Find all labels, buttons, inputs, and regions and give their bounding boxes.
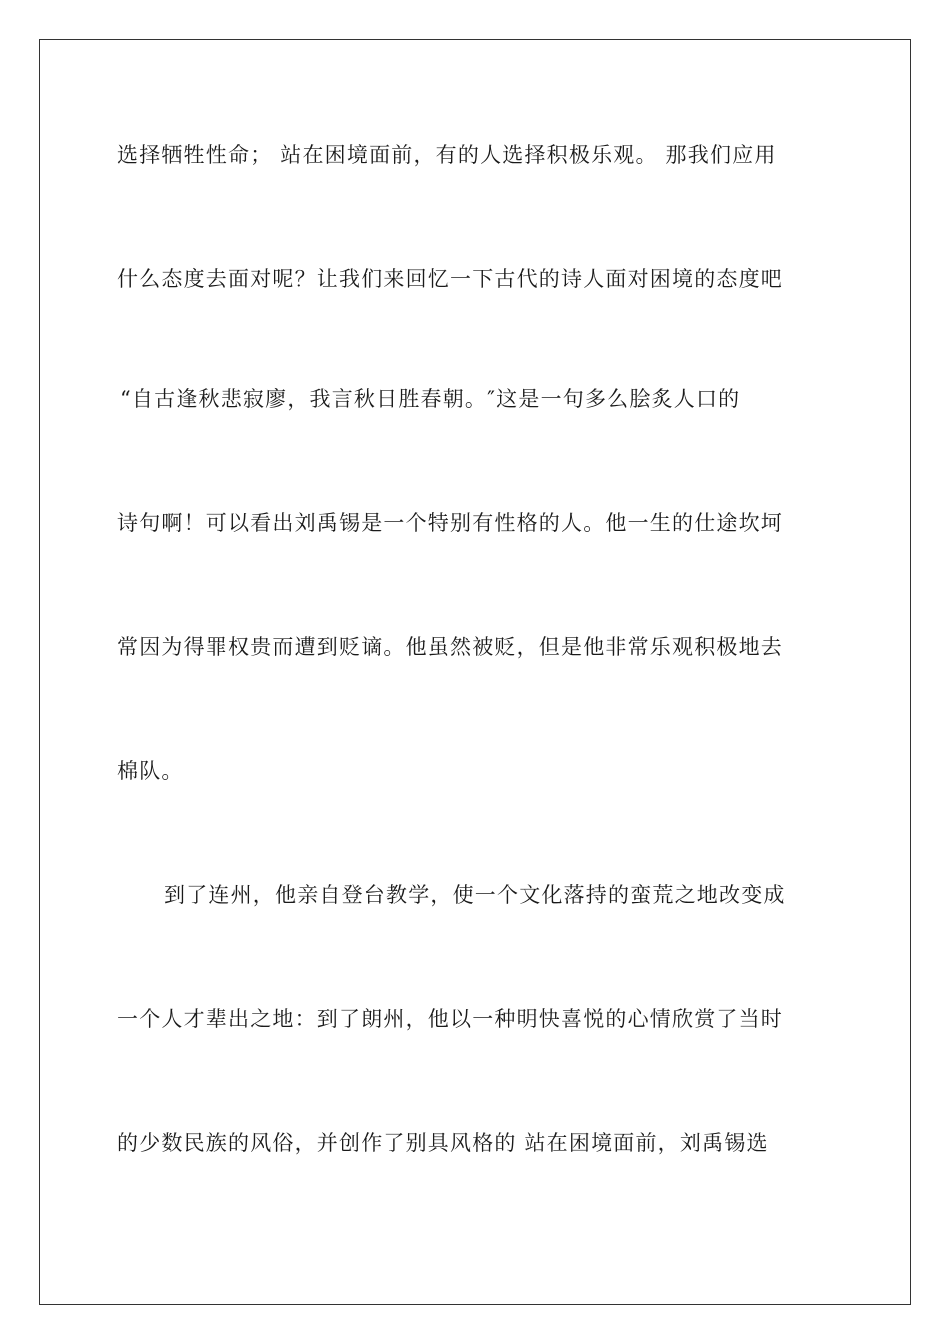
page-border — [39, 39, 911, 1305]
text-line-5: 常因为得罪权贵而遭到贬谪。他虽然被贬，但是他非常乐观积极地去 — [117, 635, 783, 659]
text-line-3: “自古逢秋悲寂廖，我言秋日胜春朝。″这是一句多么脍炙人口的 — [120, 387, 741, 411]
text-line-6: 棉队。 — [117, 759, 184, 783]
paragraph-2-line-1: 到了连州，他亲自登台教学，使一个文化落持的蛮荒之地改变成 — [164, 883, 786, 907]
text-line-2: 什么态度去面对呢？让我们来回忆一下古代的诗人面对困境的态度吧 — [117, 267, 783, 291]
text-line-1: 选择牺牲性命； 站在困境面前，有的人选择积极乐观。 那我们应用 — [117, 143, 777, 167]
paragraph-2-line-3: 的少数民族的风俗，并创作了别具风格的 站在困境面前，刘禹锡选 — [117, 1131, 769, 1155]
text-line-4: 诗句啊！可以看出刘禹锡是一个特别有性格的人。他一生的仕途坎坷 — [117, 511, 783, 535]
paragraph-2-line-2: 一个人才辈出之地：到了朗州，他以一种明快喜悦的心情欣赏了当时 — [117, 1007, 783, 1031]
